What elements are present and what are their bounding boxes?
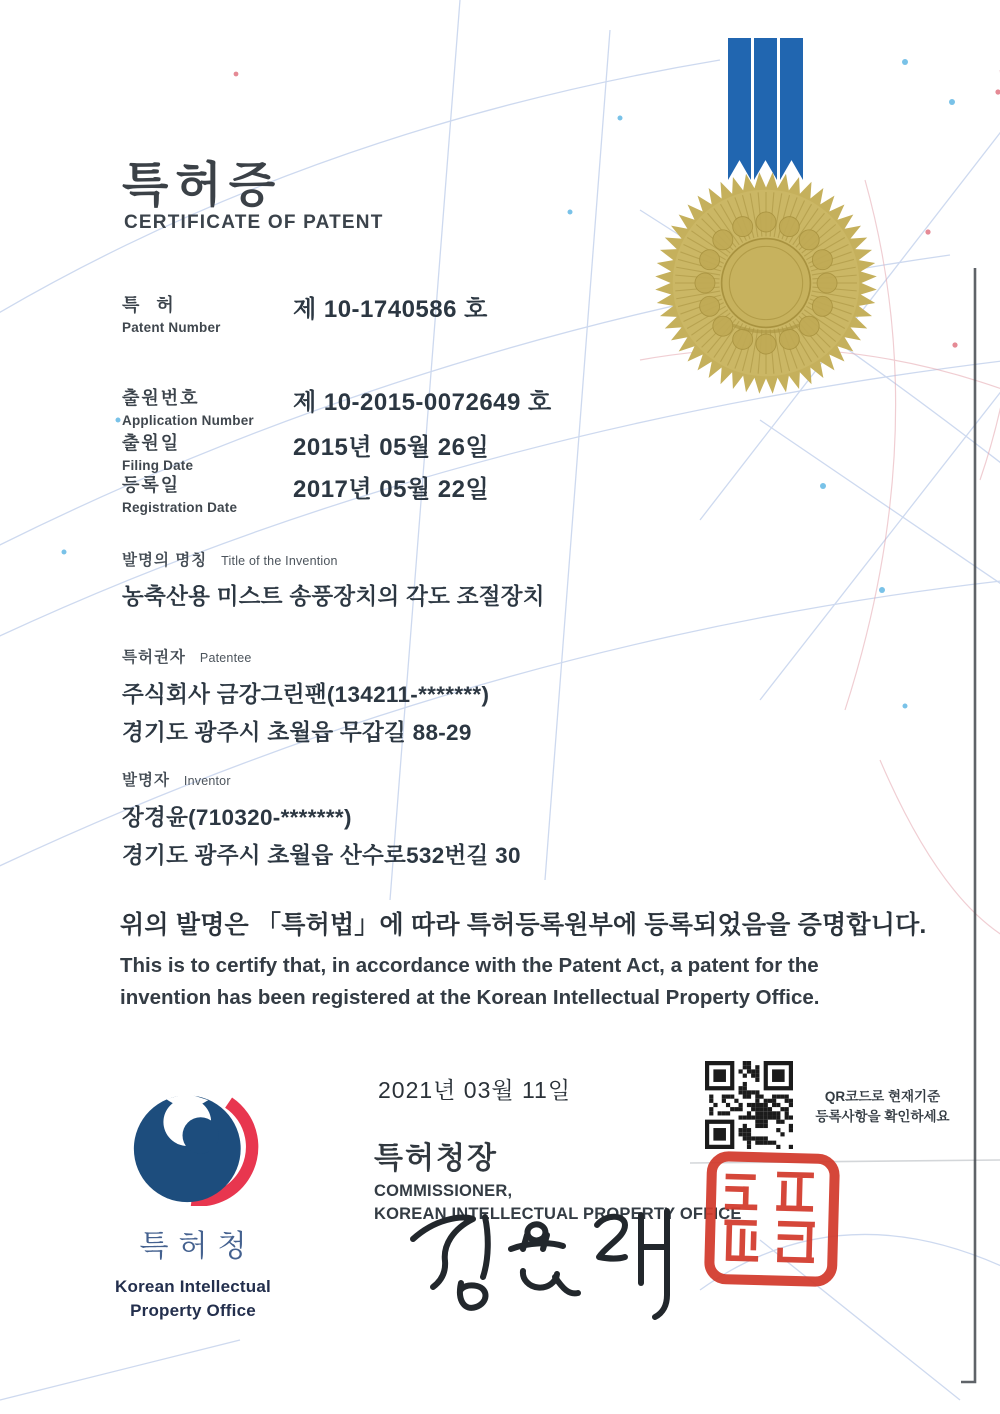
- field-value: 제 10-2015-0072649 호: [293, 389, 552, 416]
- commissioner-seal-stamp: [703, 1148, 841, 1289]
- invention-label-en: Title of the Invention: [221, 554, 338, 568]
- field-label-en: Registration Date: [122, 500, 238, 515]
- field-filing-date: [122, 429, 902, 473]
- field-label-ko: 특 허: [122, 295, 180, 315]
- inventor-label-ko: 발명자: [122, 772, 170, 789]
- qr-caption-line1: QR코드로 현재기준: [824, 1089, 941, 1104]
- field-registration-date: [122, 471, 902, 515]
- patentee-name: 주식회사 금강그린팬(134211-*******): [122, 682, 490, 707]
- inventor-address: 경기도 광주시 초월읍 산수로532번길 30: [122, 843, 521, 868]
- patentee-label: [122, 645, 902, 667]
- issue-date: 2021년 03월 11일: [378, 1077, 572, 1103]
- field-label-ko: 출원일: [122, 433, 181, 453]
- section-inventor: [122, 768, 902, 870]
- field-label-en: Application Number: [122, 413, 254, 428]
- gold-foil-seal: [655, 172, 877, 394]
- commissioner-en-line2: KOREAN INTELLECTUAL PROPERTY OFFICE: [374, 1205, 742, 1224]
- invention-label: [122, 548, 902, 570]
- statement-english: [120, 950, 819, 1014]
- patentee-label-ko: 특허권자: [122, 649, 186, 666]
- medal-ribbon-stripe: [780, 38, 803, 180]
- inventor-label: [122, 768, 902, 790]
- field-label-en: Patent Number: [122, 320, 221, 335]
- section-patentee: [122, 645, 902, 747]
- patentee-address: 경기도 광주시 초월읍 무갑길 88-29: [122, 720, 472, 745]
- kipo-name-en-line2: Property Office: [130, 1300, 256, 1320]
- kipo-logo-icon: [123, 1082, 263, 1206]
- inventor-name: 장경윤(710320-*******): [122, 805, 352, 830]
- kipo-name-en-line1: Korean Intellectual: [115, 1277, 271, 1296]
- commissioner-en-line1: COMMISSIONER,: [374, 1182, 513, 1200]
- field-label-ko: 등록일: [122, 475, 181, 495]
- field-value: 제 10-1740586 호: [293, 296, 488, 323]
- medal-ribbon-stripe: [754, 38, 777, 180]
- kipo-name-ko: 특허청: [139, 1230, 257, 1263]
- qr-code-image: [705, 1061, 793, 1149]
- statement-korean: 위의 발명은 「특허법」에 따라 특허등록원부에 등록되었음을 증명합니다.: [120, 911, 927, 939]
- invention-title-value: 농축산용 미스트 송풍장치의 각도 조절장치: [122, 584, 545, 609]
- medal-ribbon-stripe: [728, 38, 751, 180]
- qr-caption-line2: 등록사항을 확인하세요: [815, 1109, 950, 1125]
- field-value: 2015년 05월 26일: [293, 434, 490, 461]
- statement-english-line1: This is to certify that, in accordance with the Patent Act, a patent for the: [120, 954, 819, 977]
- inventor-label-en: Inventor: [183, 774, 231, 788]
- kipo-logo-block: [108, 1082, 278, 1323]
- statement-english-line2: invention has been registered at the Korean Intellectual Property Office.: [120, 985, 820, 1009]
- field-value: 2017년 05월 22일: [293, 476, 490, 503]
- section-invention-title: [122, 548, 902, 611]
- qr-code: [705, 1061, 793, 1149]
- kipo-name-en: [108, 1275, 278, 1323]
- commissioner-signature: [392, 1203, 702, 1323]
- certificate-title-en: CERTIFICATE OF PATENT: [124, 212, 384, 233]
- field-label-ko: 출원번호: [122, 388, 200, 408]
- patentee-label-en: Patentee: [199, 651, 252, 665]
- field-label-en: Filing Date: [122, 458, 194, 473]
- qr-caption: [800, 1087, 965, 1128]
- commissioner-title-ko: 특허청장: [374, 1142, 498, 1175]
- invention-label-ko: 발명의 명칭: [122, 552, 208, 569]
- certificate-title-ko: 특허증: [122, 159, 283, 212]
